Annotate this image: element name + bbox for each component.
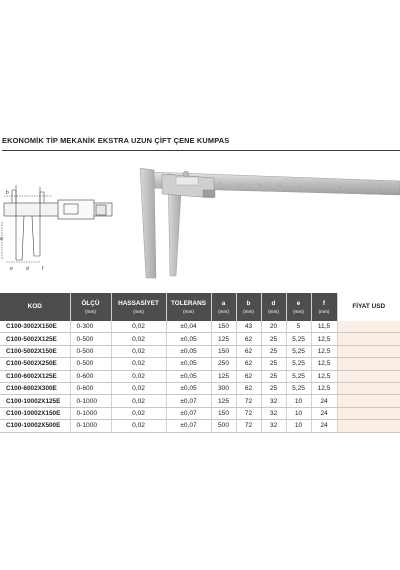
- cell-range: 0-500: [70, 358, 111, 370]
- cell-d: 20: [261, 321, 286, 333]
- table-row: [0, 407, 400, 419]
- cell-d: 32: [261, 395, 286, 407]
- cell-d: 25: [261, 358, 286, 370]
- header-b: b (mm): [236, 293, 261, 321]
- cell-f: 24: [311, 407, 337, 419]
- cell-f: 12,5: [311, 345, 337, 357]
- cell-range: 0-500: [70, 333, 111, 345]
- header-e: e (mm): [286, 293, 311, 321]
- cell-f: 12,5: [311, 333, 337, 345]
- cell-f: 12,5: [311, 358, 337, 370]
- cell-b: 62: [236, 333, 261, 345]
- header-range: ÖLÇÜ (mm): [70, 293, 111, 321]
- cell-b: 72: [236, 395, 261, 407]
- cell-a: 250: [211, 358, 236, 370]
- cell-e: 10: [286, 420, 311, 432]
- cell-range: 0-1000: [70, 407, 111, 419]
- header-resolution: HASSASİYET (mm): [111, 293, 166, 321]
- cell-d: 32: [261, 420, 286, 432]
- cell-tolerance: ±0,05: [166, 370, 211, 382]
- cell-price: [337, 370, 400, 382]
- table-row: [0, 382, 400, 394]
- cell-range: 0-1000: [70, 420, 111, 432]
- cell-f: 24: [311, 395, 337, 407]
- cell-price: [337, 333, 400, 345]
- cell-e: 5,25: [286, 333, 311, 345]
- header-f: f (mm): [311, 293, 337, 321]
- cell-tolerance: ±0,07: [166, 420, 211, 432]
- cell-e: 5,25: [286, 370, 311, 382]
- cell-resolution: 0,02: [111, 395, 166, 407]
- cell-b: 62: [236, 358, 261, 370]
- table-row: [0, 333, 400, 345]
- cell-b: 43: [236, 321, 261, 333]
- cell-b: 72: [236, 407, 261, 419]
- cell-tolerance: ±0,05: [166, 345, 211, 357]
- table-row: [0, 370, 400, 382]
- dim-label-e: e: [10, 266, 13, 272]
- dim-label-d: d: [26, 266, 29, 272]
- cell-code: C100-10002X150E: [0, 407, 70, 419]
- cell-code: C100-10002X500E: [0, 420, 70, 432]
- cell-d: 25: [261, 370, 286, 382]
- header-d: d (mm): [261, 293, 286, 321]
- cell-price: [337, 382, 400, 394]
- title-divider: [2, 150, 400, 151]
- cell-e: 5,25: [286, 382, 311, 394]
- cell-b: 62: [236, 382, 261, 394]
- table-row: [0, 358, 400, 370]
- cell-price: [337, 395, 400, 407]
- cell-tolerance: ±0,04: [166, 321, 211, 333]
- page-title: EKONOMİK TİP MEKANİK EKSTRA UZUN ÇİFT ÇENE KUMPAS: [2, 136, 230, 145]
- table-row: [0, 395, 400, 407]
- cell-resolution: 0,02: [111, 358, 166, 370]
- caliper-illustration: [0, 160, 400, 285]
- cell-code: C100-5002X125E: [0, 333, 70, 345]
- cell-range: 0-1000: [70, 395, 111, 407]
- cell-b: 62: [236, 345, 261, 357]
- table-header-row: [0, 293, 400, 321]
- cell-range: 0-600: [70, 382, 111, 394]
- header-a: a (mm): [211, 293, 236, 321]
- cell-e: 10: [286, 407, 311, 419]
- cell-d: 32: [261, 407, 286, 419]
- cell-resolution: 0,02: [111, 370, 166, 382]
- cell-code: C100-6002X300E: [0, 382, 70, 394]
- cell-b: 62: [236, 370, 261, 382]
- specification-table: [0, 293, 400, 433]
- cell-a: 150: [211, 321, 236, 333]
- cell-code: C100-5002X250E: [0, 358, 70, 370]
- cell-d: 25: [261, 345, 286, 357]
- cell-a: 125: [211, 395, 236, 407]
- cell-d: 25: [261, 333, 286, 345]
- cell-tolerance: ±0,05: [166, 358, 211, 370]
- cell-tolerance: ±0,07: [166, 407, 211, 419]
- cell-f: 12,5: [311, 382, 337, 394]
- caliper-photo: [140, 168, 400, 278]
- cell-resolution: 0,02: [111, 420, 166, 432]
- table-row: [0, 420, 400, 432]
- cell-f: 12,5: [311, 370, 337, 382]
- cell-f: 24: [311, 420, 337, 432]
- cell-price: [337, 420, 400, 432]
- cell-e: 10: [286, 395, 311, 407]
- cell-tolerance: ±0,05: [166, 333, 211, 345]
- cell-code: C100-10002X125E: [0, 395, 70, 407]
- cell-e: 5: [286, 321, 311, 333]
- cell-code: C100-5002X150E: [0, 345, 70, 357]
- cell-tolerance: ±0,07: [166, 395, 211, 407]
- cell-f: 11,5: [311, 321, 337, 333]
- cell-resolution: 0,02: [111, 382, 166, 394]
- cell-a: 500: [211, 420, 236, 432]
- cell-resolution: 0,02: [111, 407, 166, 419]
- cell-code: C100-6002X125E: [0, 370, 70, 382]
- dimension-drawing: [2, 185, 112, 262]
- cell-code: C100-3002X150E: [0, 321, 70, 333]
- cell-price: [337, 358, 400, 370]
- cell-b: 72: [236, 420, 261, 432]
- cell-a: 125: [211, 370, 236, 382]
- dim-label-b: b: [6, 190, 9, 196]
- table-row: [0, 345, 400, 357]
- cell-price: [337, 345, 400, 357]
- cell-resolution: 0,02: [111, 321, 166, 333]
- dim-label-a: a: [0, 236, 3, 242]
- cell-range: 0-600: [70, 370, 111, 382]
- header-price: FİYAT USD: [337, 293, 400, 321]
- cell-resolution: 0,02: [111, 333, 166, 345]
- cell-range: 0-500: [70, 345, 111, 357]
- cell-a: 300: [211, 382, 236, 394]
- cell-resolution: 0,02: [111, 345, 166, 357]
- cell-a: 150: [211, 345, 236, 357]
- cell-tolerance: ±0,05: [166, 382, 211, 394]
- cell-e: 5,25: [286, 358, 311, 370]
- cell-range: 0-300: [70, 321, 111, 333]
- table-row: [0, 321, 400, 333]
- cell-a: 125: [211, 333, 236, 345]
- cell-d: 25: [261, 382, 286, 394]
- header-code: KOD: [0, 293, 70, 321]
- cell-price: [337, 321, 400, 333]
- cell-e: 5,25: [286, 345, 311, 357]
- header-tolerance: TOLERANS (mm): [166, 293, 211, 321]
- cell-a: 150: [211, 407, 236, 419]
- cell-price: [337, 407, 400, 419]
- dim-label-f: f: [42, 266, 44, 272]
